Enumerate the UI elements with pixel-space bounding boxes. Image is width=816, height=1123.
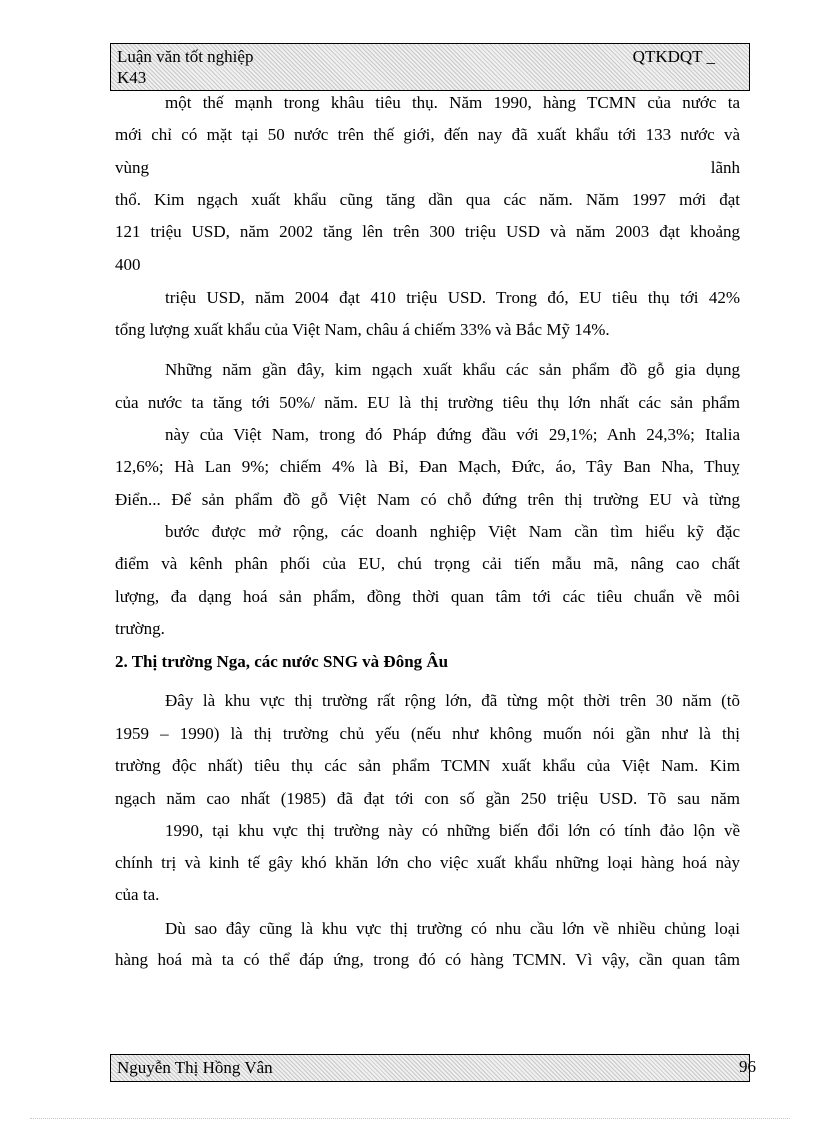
body-line: 1990, tại khu vực thị trường này có những biến đổi lớn có tính đảo lộn về — [165, 821, 740, 840]
body-line: một thế mạnh trong khâu tiêu thụ. Năm 1990, hàng TCMN của nước ta — [165, 93, 740, 112]
body-line: của nước ta tăng tới 50%/ năm. EU là thị trường tiêu thụ lớn nhất các sản phẩm — [115, 393, 740, 412]
body-line: vùng lãnh — [115, 158, 740, 177]
body-line: điểm và kênh phân phối của EU, chú trọng cải tiến mẫu mã, nâng cao chất — [115, 554, 740, 573]
page-bottom-divider — [30, 1118, 790, 1119]
body-line: tổng lượng xuất khẩu của Việt Nam, châu á chiếm 33% và Bắc Mỹ 14%. — [115, 320, 610, 339]
header-cohort: K43 — [117, 68, 147, 87]
body-line: triệu USD, năm 2004 đạt 410 triệu USD. Trong đó, EU tiêu thụ tới 42% — [165, 288, 740, 307]
body-line: 12,6%; Hà Lan 9%; chiếm 4% là Bỉ, Đan Mạch, Đức, áo, Tây Ban Nha, Thuỵ — [115, 457, 740, 476]
section-heading: 2. Thị trường Nga, các nước SNG và Đông Âu — [115, 652, 449, 671]
body-line: bước được mở rộng, các doanh nghiệp Việt Nam cần tìm hiểu kỹ đặc — [165, 522, 740, 541]
body-line: của ta. — [115, 885, 160, 904]
body-line: Những năm gần đây, kim ngạch xuất khẩu các sản phẩm đồ gỗ gia dụng — [165, 360, 740, 379]
page-number: 96 — [739, 1057, 756, 1076]
footer-author-name: Nguyễn Thị Hồng Vân — [117, 1058, 273, 1077]
body-line: mới chỉ có mặt tại 50 nước trên thế giới, đến nay đã xuất khẩu tới 133 nước và — [115, 125, 740, 144]
header-thesis-title: Luận văn tốt nghiệp — [117, 47, 254, 66]
body-line: 400 — [115, 255, 141, 274]
body-line: này của Việt Nam, trong đó Pháp đứng đầu với 29,1%; Anh 24,3%; Italia — [165, 425, 740, 444]
body-line: ngạch năm cao nhất (1985) đã đạt tới con số gần 250 triệu USD. Tõ sau năm — [115, 789, 740, 808]
body-line: Điển... Để sản phẩm đồ gỗ Việt Nam có chỗ đứng trên thị trường EU và từng — [115, 490, 740, 509]
body-line: trường. — [115, 619, 165, 638]
header-department-code: QTKDQT _ — [632, 47, 715, 66]
body-line: 1959 – 1990) là thị trường chủ yếu (nếu như không muốn nói gần như là thị — [115, 724, 740, 743]
body-line: chính trị và kinh tế gây khó khăn lớn cho việc xuất khẩu những loại hàng hoá này — [115, 853, 740, 872]
body-line: hàng hoá mà ta có thể đáp ứng, trong đó có hàng TCMN. Vì vậy, cần quan tâm — [115, 950, 740, 969]
body-line: Đây là khu vực thị trường rất rộng lớn, đã từng một thời trên 30 năm (tõ — [165, 691, 740, 710]
body-line: Dù sao đây cũng là khu vực thị trường có nhu cầu lớn về nhiều chủng loại — [165, 919, 740, 938]
body-line: 121 triệu USD, năm 2002 tăng lên trên 300 triệu USD và năm 2003 đạt khoảng — [115, 222, 740, 241]
body-line: trường độc nhất) tiêu thụ các sản phẩm TCMN xuất khẩu của Việt Nam. Kim — [115, 756, 740, 775]
body-line: lượng, đa dạng hoá sản phẩm, đồng thời quan tâm tới các tiêu chuẩn về môi — [115, 587, 740, 606]
page-footer — [110, 1054, 750, 1082]
body-line: thổ. Kim ngạch xuất khẩu cũng tăng dần qua các năm. Năm 1997 mới đạt — [115, 190, 740, 209]
